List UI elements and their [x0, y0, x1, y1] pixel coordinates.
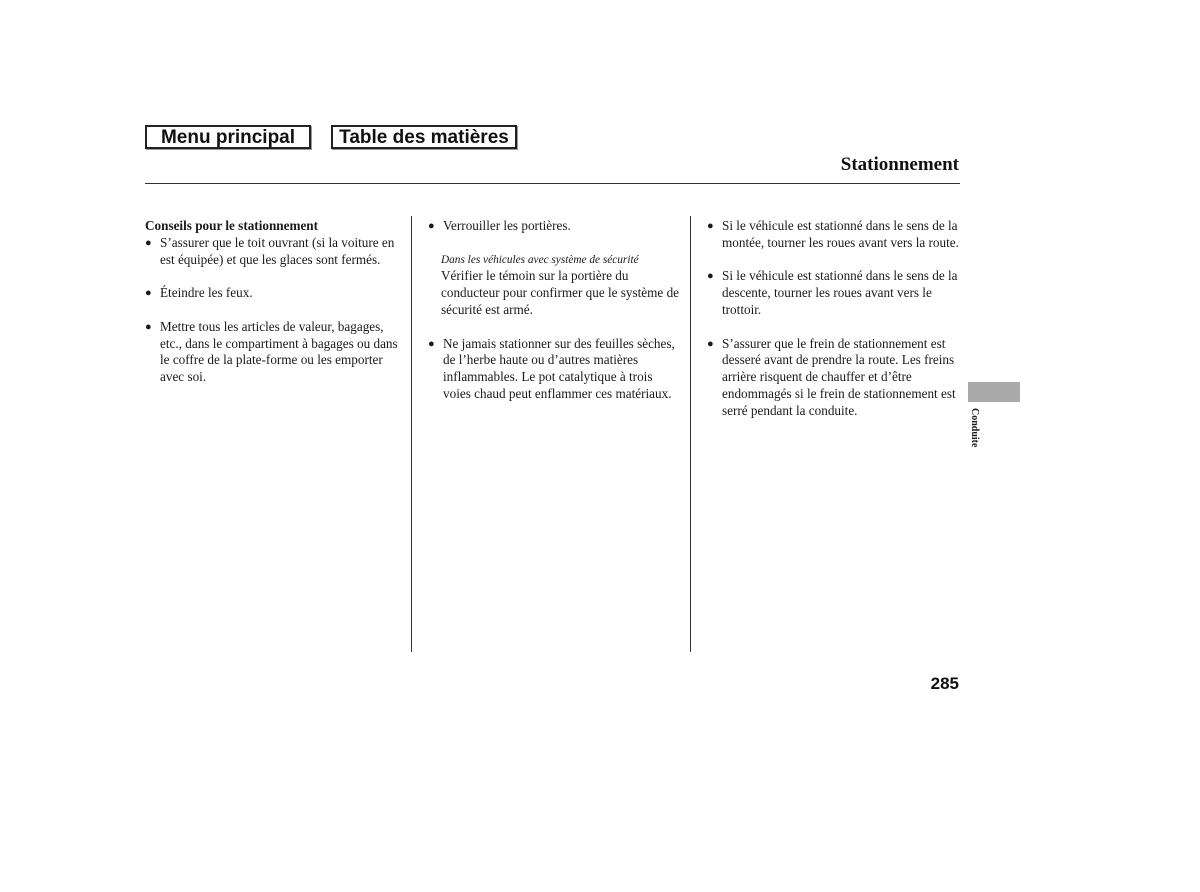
list-item-text: Éteindre les feux. [160, 285, 253, 301]
column-divider-2 [690, 216, 691, 652]
text-column-1 [145, 218, 403, 403]
title-divider [145, 183, 960, 184]
list-item-text: Si le véhicule est stationné dans le sens de la montée, tourner les roues avant vers la route. [722, 218, 959, 250]
list-item [707, 218, 962, 252]
main-menu-button[interactable]: Menu principal [145, 125, 311, 149]
list-item-text: Si le véhicule est stationné dans le sens de la descente, tourner les roues avant vers le trottoir. [722, 268, 958, 317]
list-item [145, 235, 403, 269]
text-column-2 [428, 218, 683, 420]
section-heading: Conseils pour le stationnement [145, 218, 319, 233]
list-item [145, 285, 403, 302]
subheading: Dans les véhicules avec système de sécurité [441, 253, 639, 266]
bullet-icon: ● [145, 320, 152, 333]
chapter-tab [968, 382, 1020, 402]
list-item-text: S’assurer que le frein de stationnement est desseré avant de prendre la route. Les freins arrière risquent de chauffer et d’être endommagés si le frein de stationnement est serré pendant la conduite. [722, 335, 956, 418]
page-title: Stationnement [840, 154, 959, 175]
page-number: 285 [930, 674, 959, 693]
list-item [707, 268, 962, 318]
chapter-label-wrap [966, 408, 980, 456]
list-item-text: Ne jamais stationner sur des feuilles sèches, de l’herbe haute ou d’autres matières inflammables. Le pot catalytique à trois voies chaud peut enflammer ces matériaux. [443, 335, 675, 401]
bullet-icon: ● [428, 220, 435, 232]
bullet-icon: ● [707, 337, 714, 350]
table-of-contents-button[interactable]: Table des matières [331, 125, 517, 149]
bullet-icon: ● [707, 220, 714, 232]
list-item [707, 336, 962, 420]
bullet-icon: ● [145, 287, 152, 300]
list-item-text: Verrouiller les portières. [443, 218, 571, 233]
list-item [145, 319, 403, 386]
list-item-text: S’assurer que le toit ouvrant (si la voiture en est équipée) et que les glaces sont fermés. [160, 234, 395, 267]
list-item-text: Mettre tous les articles de valeur, bagages, etc., dans le compartiment à bagages ou dans le coffre de la plate-forme ou les emporter avec soi. [160, 318, 398, 385]
text-column-3 [707, 218, 962, 436]
bullet-icon: ● [145, 236, 152, 249]
list-item [428, 218, 683, 235]
list-item [428, 336, 683, 403]
bullet-icon: ● [428, 337, 435, 350]
column-divider-1 [411, 216, 412, 652]
paragraph: Vérifier le témoin sur la portière du conducteur pour confirmer que le système de sécurité est armé. [441, 268, 680, 317]
chapter-label: Conduite [969, 408, 980, 448]
bullet-icon: ● [707, 270, 714, 283]
